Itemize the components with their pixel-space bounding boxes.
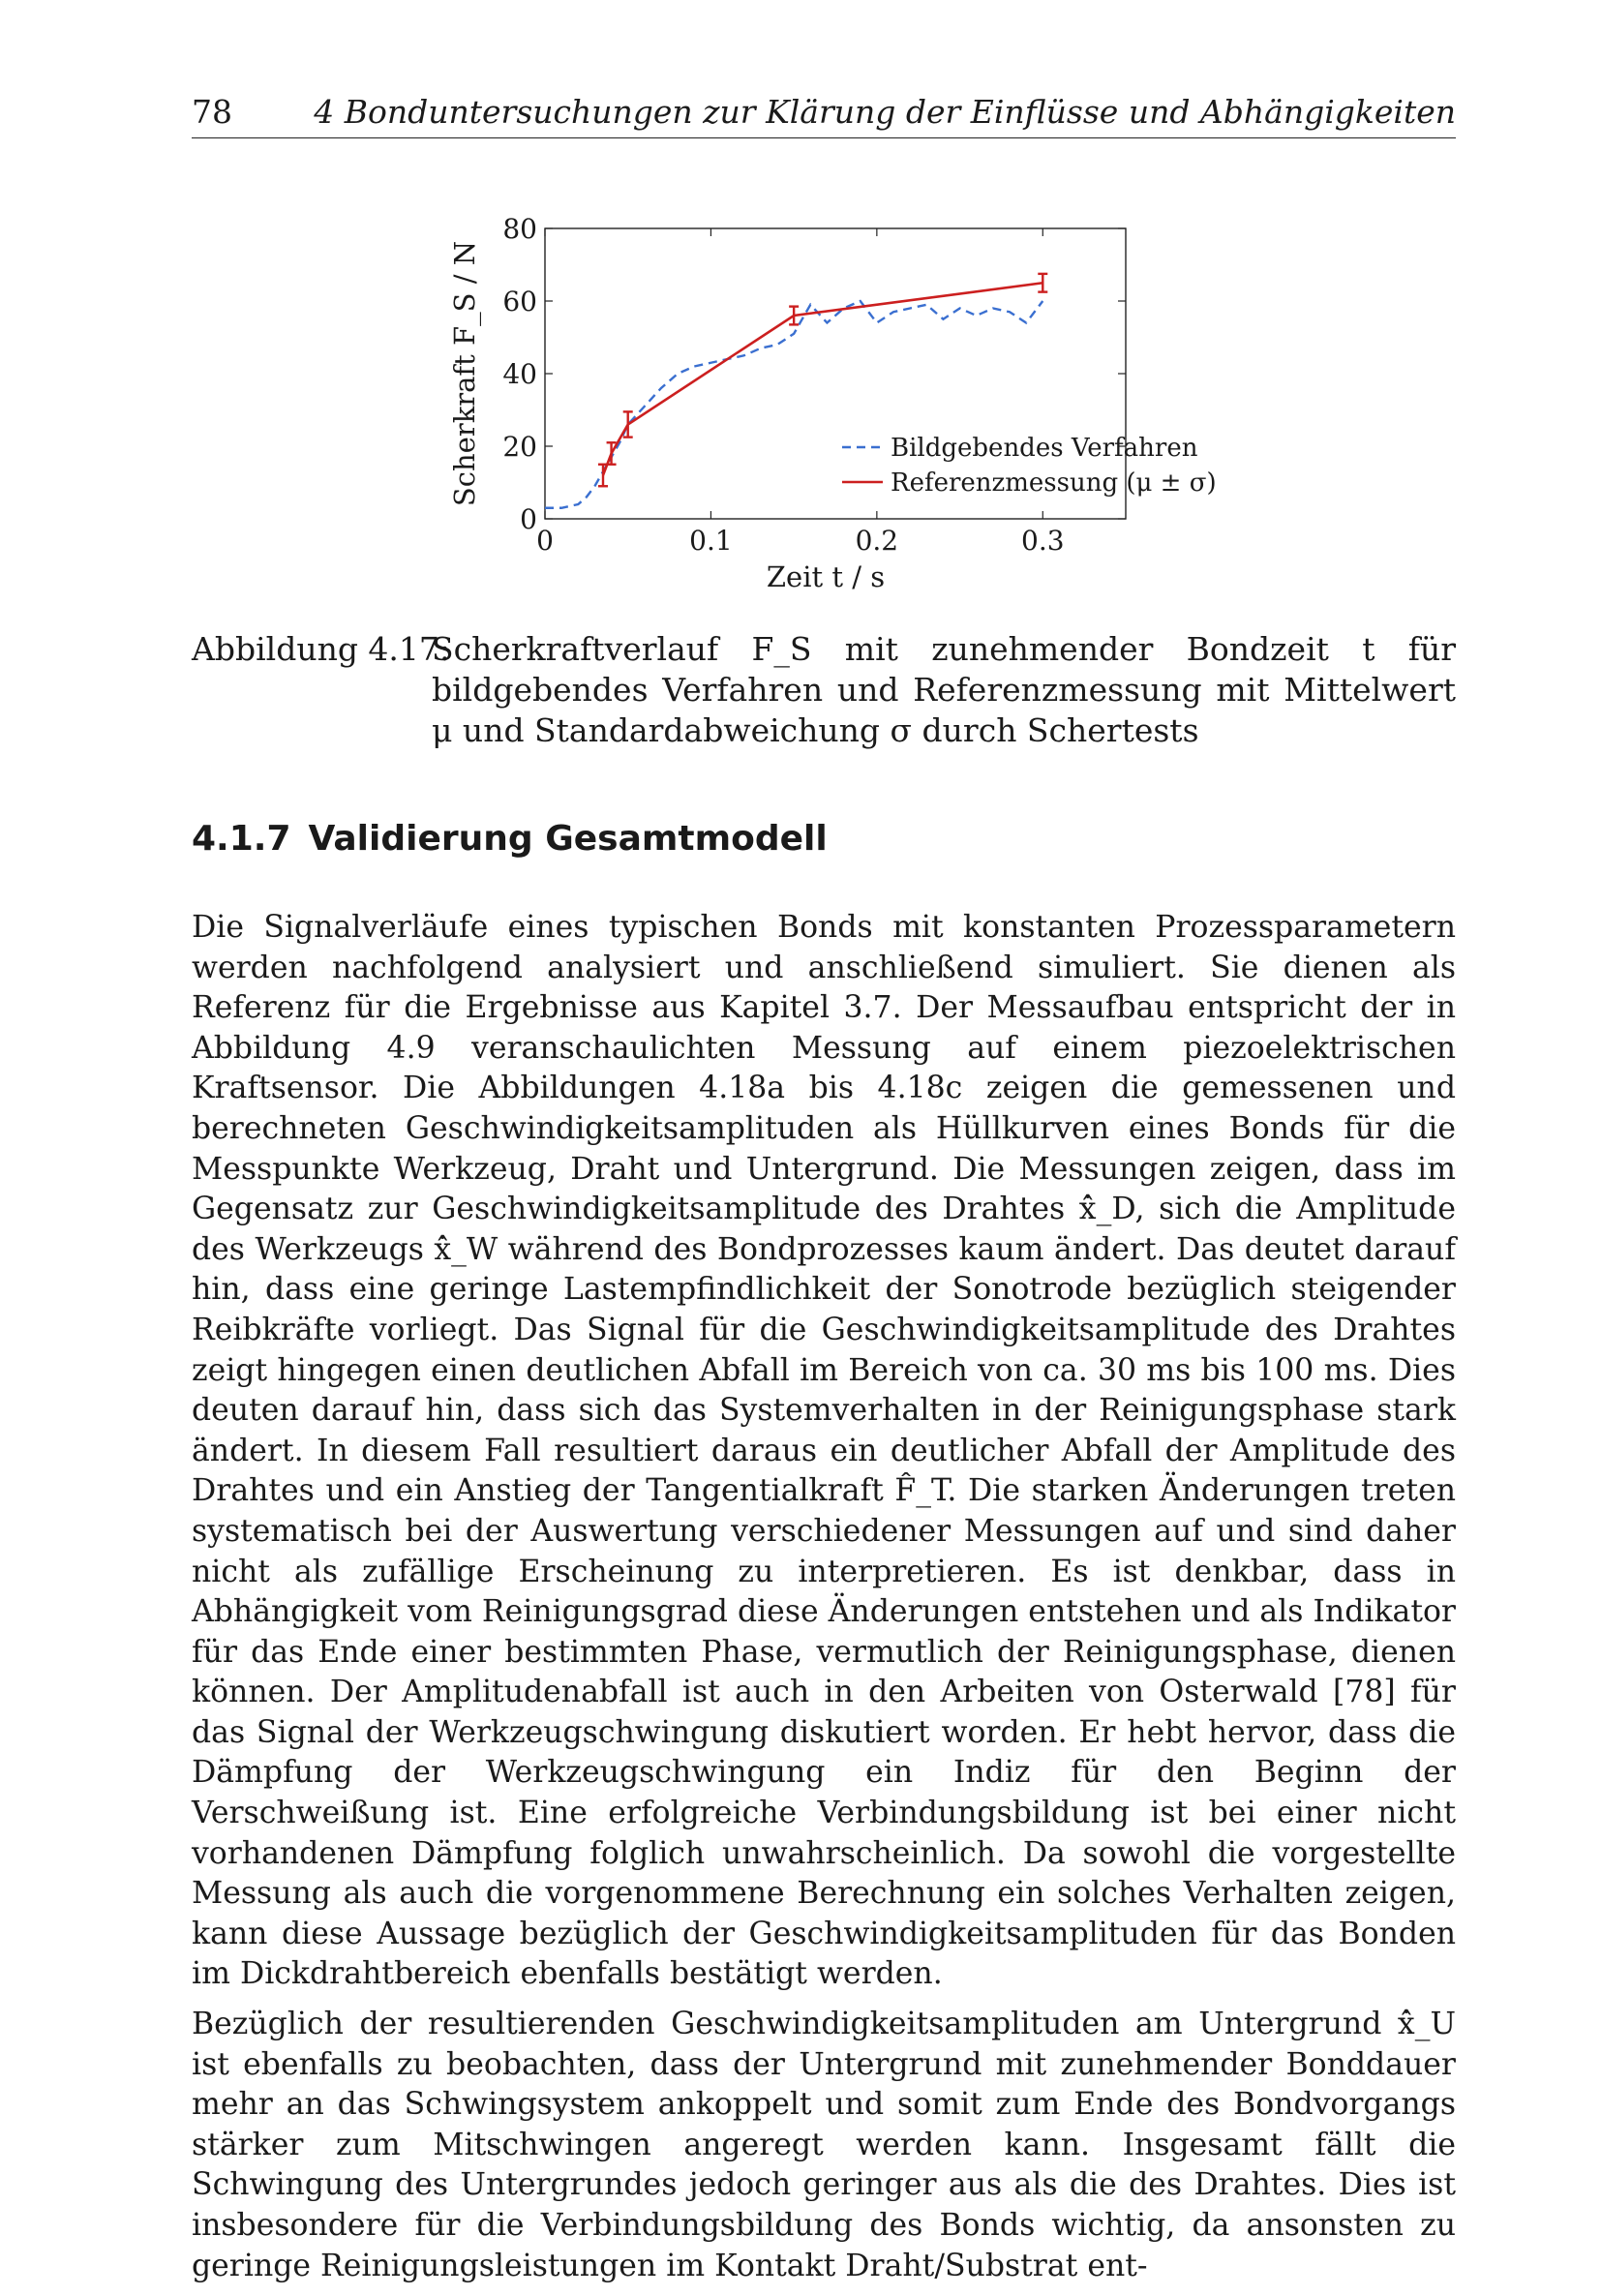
x-tick-label: 0.1: [689, 525, 733, 557]
section-number: 4.1.7: [192, 819, 291, 859]
figure-caption: [192, 629, 1456, 751]
y-axis-label: Scherkraft F_S / N: [448, 240, 481, 507]
paragraph: Bezüglich der resultierenden Geschwindigkeitsamplituden am Untergrund x̂̇_U ist ebenfalls zu beobachten, dass der Untergrund mit zunehmender Bonddauer mehr an das Schwingsystem ankoppelt und somit zum Ende des Bondvorgangs stärker zum Mitschwingen angeregt werden kann. Insgesamt fällt die Schwingung des Untergrundes jedoch geringer aus als die des Drahtes. Dies ist insbesondere für die Verbindungsbildung des Bonds wichtig, da ansonsten zu geringe Reinigungsleistungen im Kontakt Draht/Substrat ent-: [192, 2007, 1456, 2283]
running-title: 4 Bonduntersuchungen zur Klärung der Einflüsse und Abhängigkeiten: [314, 93, 1456, 131]
y-tick-label: 20: [502, 431, 537, 463]
figure-caption-text: Scherkraftverlauf F_S mit zunehmender Bondzeit t für bildgebendes Verfahren und Referenzmessung mit Mittelwert μ und Standardabweichung σ durch Schertests: [432, 630, 1456, 749]
figure-4-17: [445, 203, 1217, 610]
legend-label-imaging: Bildgebendes Verfahren: [891, 434, 1198, 463]
x-tick-label: 0.2: [855, 525, 899, 557]
y-tick-label: 80: [502, 213, 537, 245]
page-number: 78: [192, 93, 232, 131]
y-tick-label: 60: [502, 286, 537, 317]
body-text: [192, 908, 1456, 2296]
figure-caption-label: Abbildung 4.17:: [192, 630, 451, 668]
x-tick-label: 0: [536, 525, 554, 557]
section-title: Validierung Gesamtmodell: [308, 819, 828, 859]
y-tick-label: 40: [502, 358, 537, 390]
y-tick-label: 0: [520, 503, 537, 535]
x-axis-label: Zeit t / s: [766, 560, 886, 593]
page-header: [192, 93, 1456, 138]
x-tick-label: 0.3: [1021, 525, 1065, 557]
shear-force-chart: [445, 203, 1217, 610]
legend-label-reference: Referenzmessung (μ ± σ): [891, 468, 1217, 498]
paragraph: Die Signalverläufe eines typischen Bonds mit konstanten Prozessparametern werden nachfolgend analysiert und anschließend simuliert. Sie dienen als Referenz für die Ergebnisse aus Kapitel 3.7. Der Messaufbau entspricht der in Abbildung 4.9 veranschaulichten Messung auf einem piezoelektrischen Kraftsensor. Die Abbildungen 4.18a bis 4.18c zeigen die gemessenen und berechneten Geschwindigkeitsamplituden als Hüllkurven eines Bonds für die Messpunkte Werkzeug, Draht und Untergrund. Die Messungen zeigen, dass im Gegensatz zur Geschwindigkeitsamplitude des Drahtes x̂̇_D, sich die Amplitude des Werkzeugs x̂̇_W während des Bondprozesses kaum ändert. Das deutet darauf hin, dass eine geringe Lastempfindlichkeit der Sonotrode bezüglich steigender Reibkräfte vorliegt. Das Signal für die Geschwindigkeitsamplitude des Drahtes zeigt hingegen einen deutlichen Abfall im Bereich von ca. 30 ms bis 100 ms. Dies deuten darauf hin, dass sich das Systemverhalten in der Reinigungsphase stark ändert. In diesem Fall resultiert daraus ein deutlicher Abfall der Amplitude des Drahtes und ein Anstieg der Tangentialkraft F̂_T. Die starken Änderungen treten systematisch bei der Auswertung verschiedener Messungen auf und sind daher nicht als zufällige Erscheinung zu interpretieren. Es ist denkbar, dass in Abhängigkeit vom Reinigungsgrad diese Änderungen entstehen und als Indikator für das Ende einer bestimmten Phase, vermutlich der Reinigungsphase, dienen können. Der Amplitudenabfall ist auch in den Arbeiten von Osterwald [78] für das Signal der Werkzeugschwingung diskutiert worden. Er hebt hervor, dass die Dämpfung der Werkzeugschwingung ein Indiz für den Beginn der Verschweißung ist. Eine erfolgreiche Verbindungsbildung ist bei einer nicht vorhandenen Dämpfung folglich unwahrscheinlich. Da sowohl die vorgestellte Messung als auch die vorgenommene Berechnung ein solches Verhalten zeigen, kann diese Aussage bezüglich der Geschwindigkeitsamplituden für das Bonden im Dickdrahtbereich ebenfalls bestätigt werden.: [192, 910, 1456, 1992]
section-heading: [192, 819, 828, 859]
